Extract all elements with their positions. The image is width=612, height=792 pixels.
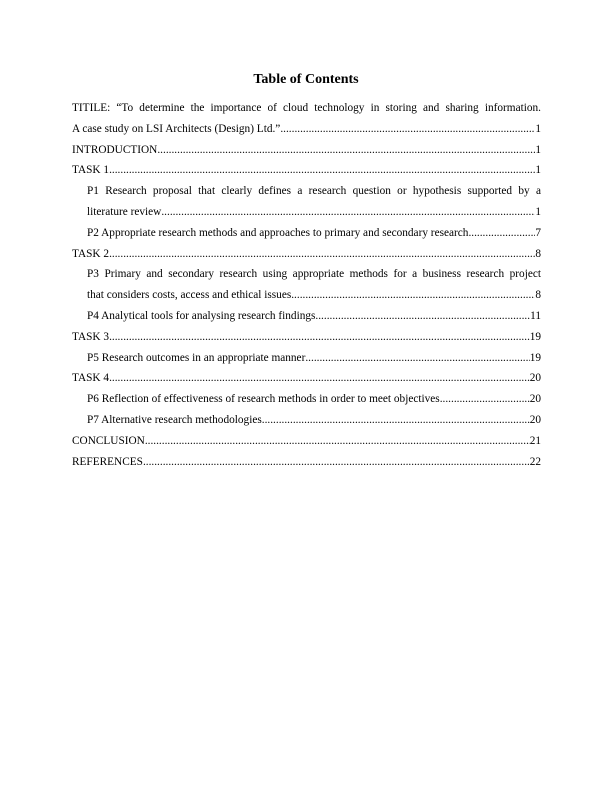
toc-entry-leader-row xyxy=(87,223,541,244)
toc-entry-text: INTRODUCTION xyxy=(72,143,158,156)
toc-entry-leader-row xyxy=(87,306,541,327)
toc-entry-leader-row xyxy=(87,410,541,431)
toc-entry-text: TASK 4 xyxy=(72,372,110,385)
toc-entry-conclusion[interactable] xyxy=(72,431,541,452)
dot-leader xyxy=(291,285,535,306)
dot-leader xyxy=(262,410,530,431)
toc-entry-introduction[interactable] xyxy=(72,140,541,161)
toc-page-number: 21 xyxy=(529,434,541,447)
toc-page-number: 20 xyxy=(529,413,541,426)
toc-entry-leader-row xyxy=(72,140,541,161)
toc-entry-leader-row xyxy=(72,160,541,181)
toc-page-number: 20 xyxy=(529,372,541,385)
dot-leader xyxy=(143,452,530,473)
toc-entry-leader-row xyxy=(72,244,541,265)
toc-entry-title[interactable] xyxy=(72,98,541,140)
toc-entry-text: literature review xyxy=(87,205,162,218)
table-of-contents xyxy=(72,98,541,472)
toc-page-number: 1 xyxy=(535,164,541,177)
toc-entry-leader-row xyxy=(87,202,541,223)
toc-entry-text: that considers costs, access and ethical issues xyxy=(87,289,292,302)
toc-entry-text: P7 Alternative research methodologies xyxy=(87,413,262,426)
toc-page-number: 19 xyxy=(529,330,541,343)
toc-page-number: 1 xyxy=(535,205,541,218)
dot-leader xyxy=(305,348,529,369)
dot-leader xyxy=(157,140,535,161)
toc-page-number: 8 xyxy=(535,247,541,260)
toc-heading: Table of Contents xyxy=(253,72,359,87)
toc-entry-leader-row xyxy=(72,119,541,140)
dot-leader xyxy=(440,389,530,410)
toc-entry-leader-row xyxy=(87,285,541,306)
toc-entry-p7[interactable] xyxy=(72,410,541,431)
toc-entry-task-1[interactable] xyxy=(72,160,541,181)
toc-entry-text: TASK 1 xyxy=(72,164,110,177)
dot-leader xyxy=(315,306,530,327)
toc-entry-text: TASK 3 xyxy=(72,330,110,343)
toc-entry-leader-row xyxy=(87,389,541,410)
dot-leader xyxy=(145,431,530,452)
toc-entry-leader-row xyxy=(72,368,541,389)
toc-entry-p3[interactable] xyxy=(72,264,541,306)
dot-leader xyxy=(280,119,535,140)
toc-entry-text: P5 Research outcomes in an appropriate manner xyxy=(87,351,306,364)
toc-entry-leader-row xyxy=(72,431,541,452)
toc-entry-task-2[interactable] xyxy=(72,244,541,265)
toc-page-number: 1 xyxy=(535,122,541,135)
toc-page-number: 8 xyxy=(535,289,541,302)
toc-entry-text: P2 Appropriate research methods and approaches to primary and secondary research xyxy=(87,226,469,239)
toc-entry-leader-row xyxy=(87,348,541,369)
toc-page-number: 19 xyxy=(529,351,541,364)
toc-entry-text: REFERENCES xyxy=(72,455,143,468)
toc-entry-leader-row xyxy=(72,327,541,348)
dot-leader xyxy=(109,327,530,348)
toc-entry-p6[interactable] xyxy=(72,389,541,410)
toc-entry-text: P6 Reflection of effectiveness of research methods in order to meet objectives xyxy=(87,393,440,406)
dot-leader xyxy=(109,160,535,181)
toc-entry-p5[interactable] xyxy=(72,348,541,369)
toc-page-number: 22 xyxy=(529,455,541,468)
dot-leader xyxy=(109,244,535,265)
toc-entry-line: TITILE: “To determine the importance of cloud technology in storing and sharing information. xyxy=(72,102,541,114)
dot-leader xyxy=(468,223,535,244)
toc-entry-text: CONCLUSION xyxy=(72,434,145,447)
toc-entry-p4[interactable] xyxy=(72,306,541,327)
toc-page-number: 7 xyxy=(535,226,541,239)
toc-entry-line: P3 Primary and secondary research using appropriate methods for a business research project xyxy=(87,268,541,281)
toc-page-number: 1 xyxy=(535,143,541,156)
toc-page-number: 11 xyxy=(530,309,541,322)
toc-page-number: 20 xyxy=(529,393,541,406)
dot-leader xyxy=(161,202,535,223)
toc-entry-p2[interactable] xyxy=(72,223,541,244)
toc-entry-text: A case study on LSI Architects (Design) Ltd.” xyxy=(72,122,281,135)
toc-entry-p1[interactable] xyxy=(72,181,541,223)
toc-entry-text: TASK 2 xyxy=(72,247,110,260)
toc-entry-text: P4 Analytical tools for analysing research findings xyxy=(87,309,316,322)
toc-entry-line: P1 Research proposal that clearly defines a research question or hypothesis supported by a xyxy=(87,185,541,198)
toc-entry-task-3[interactable] xyxy=(72,327,541,348)
toc-entry-references[interactable] xyxy=(72,452,541,473)
toc-entry-leader-row xyxy=(72,452,541,473)
toc-entry-task-4[interactable] xyxy=(72,368,541,389)
dot-leader xyxy=(109,368,530,389)
